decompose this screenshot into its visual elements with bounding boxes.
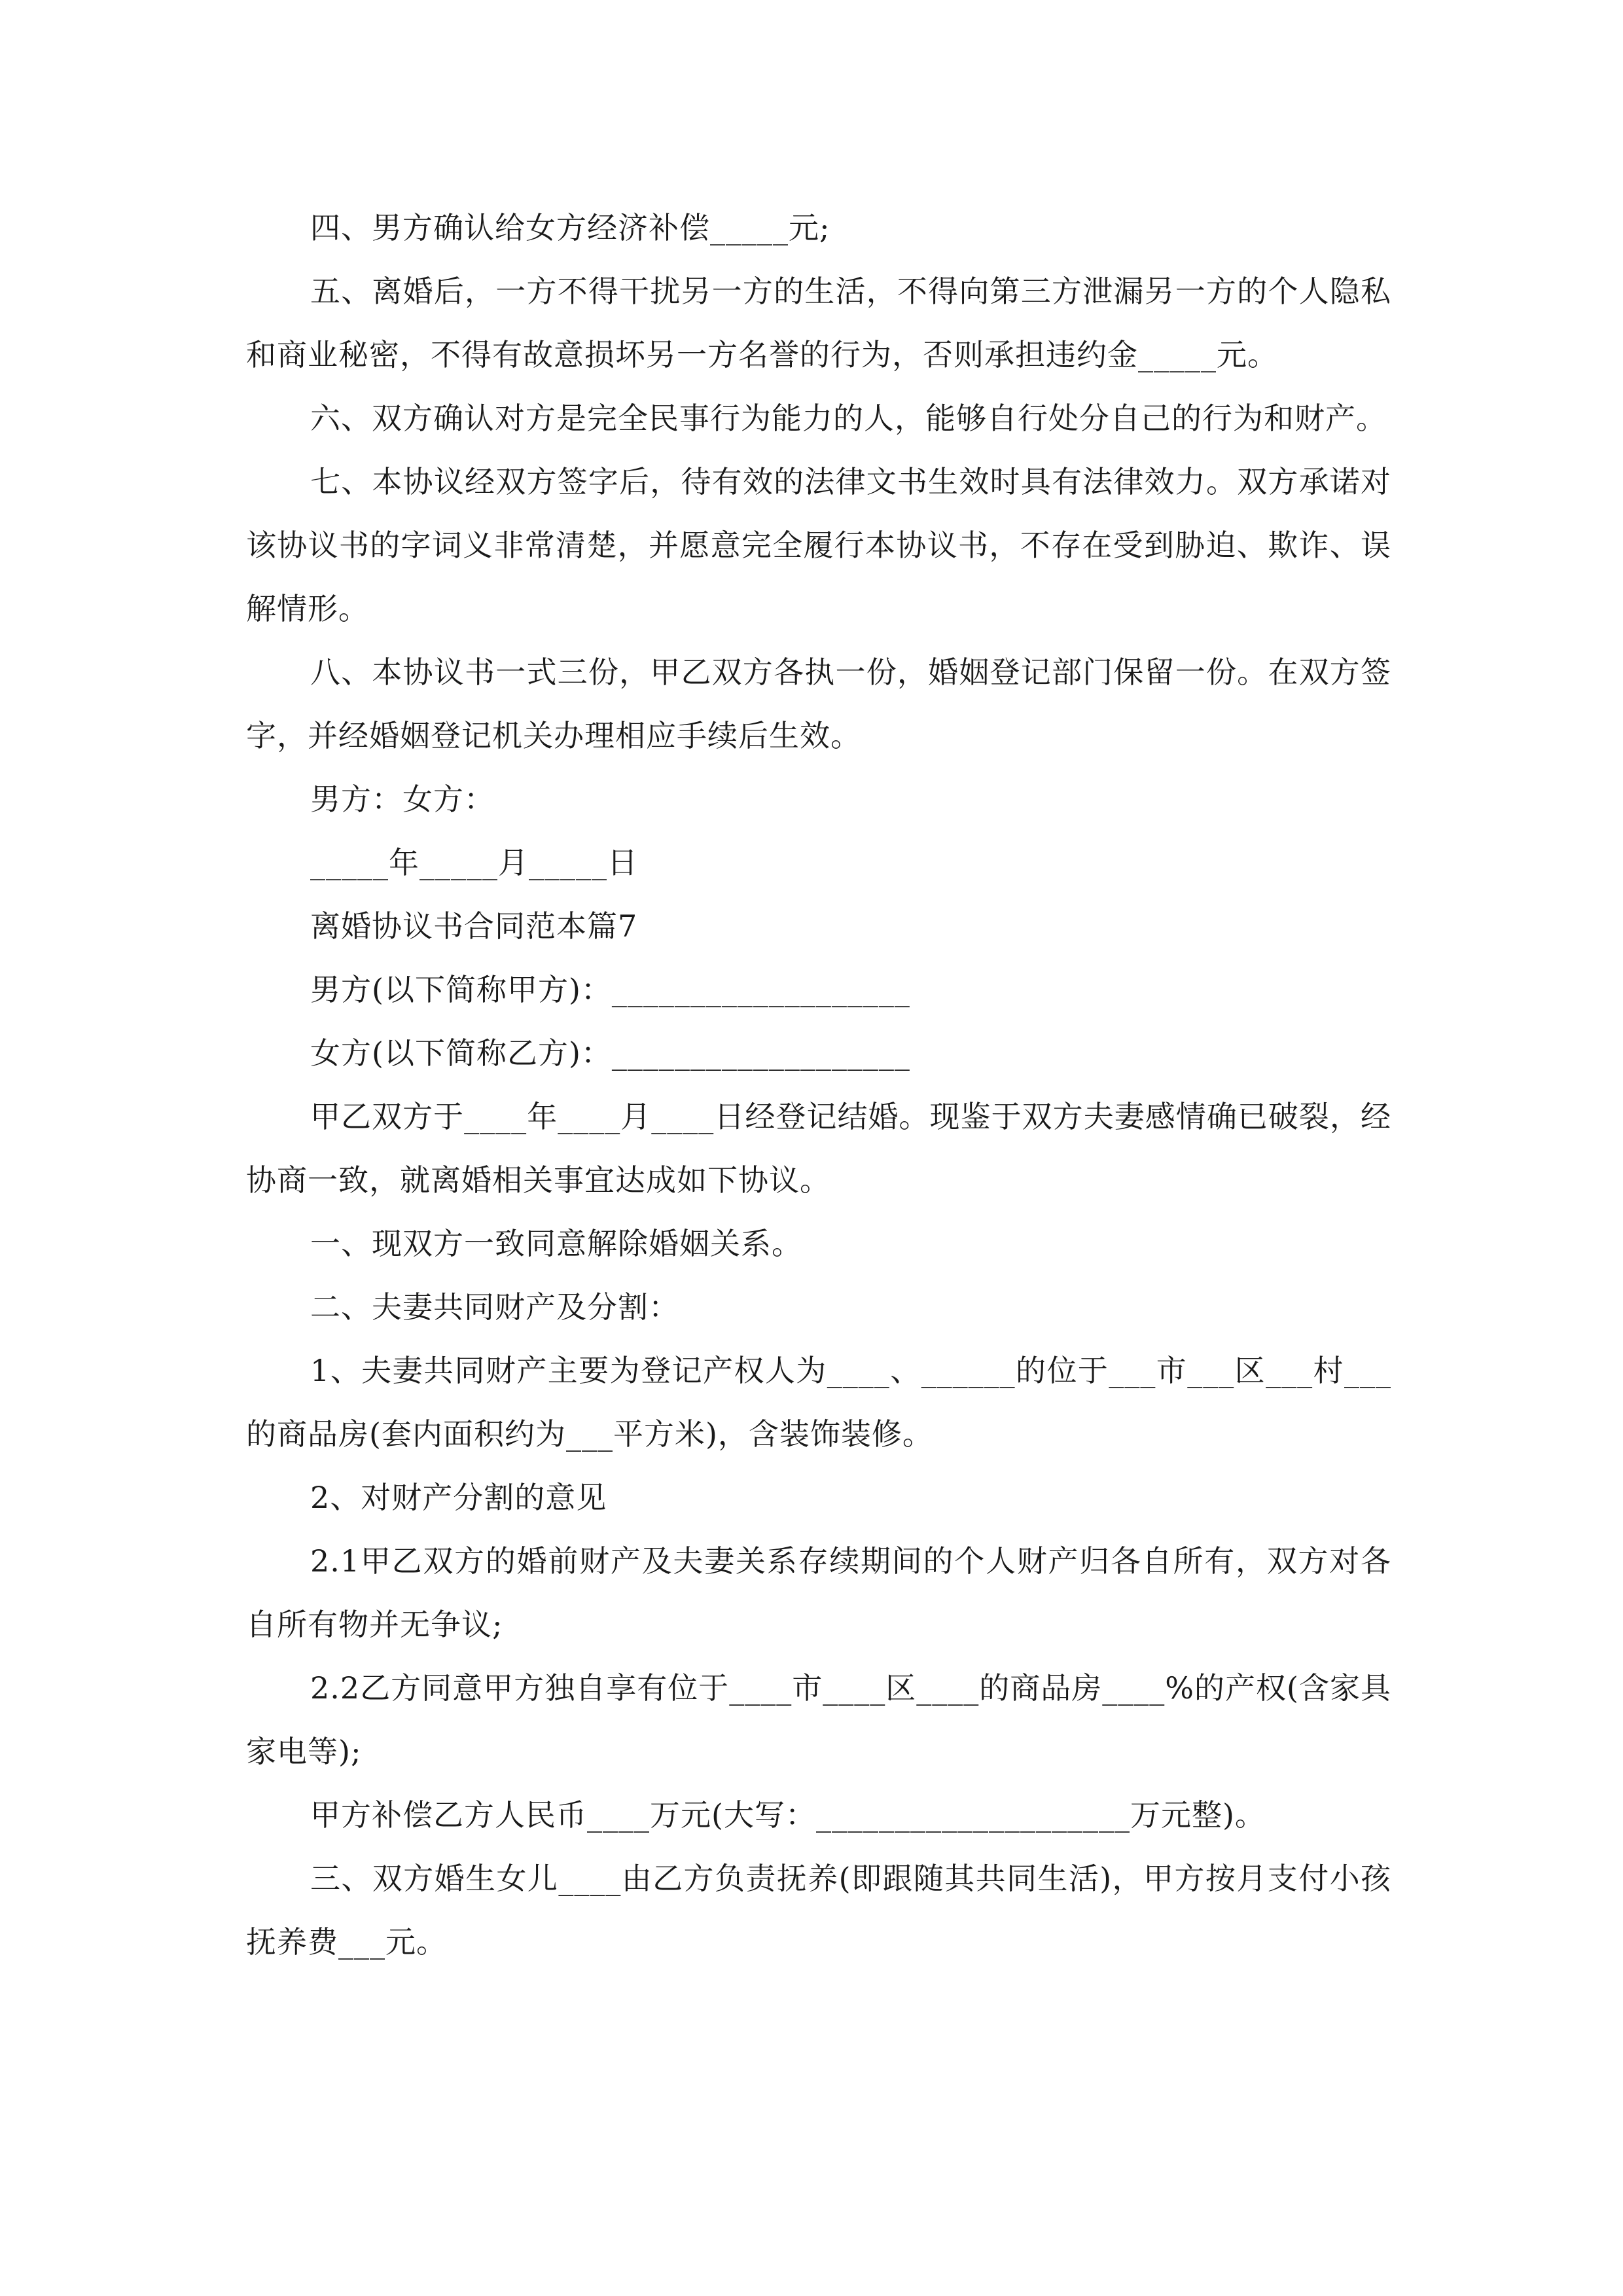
party-b-line: 女方(以下简称乙方)：___________________: [310, 1035, 910, 1071]
clause-2-item-2-1: 2.1甲乙双方的婚前财产及夫妻关系存续期间的个人财产归各自所有，双方对各自所有物并无争议;: [246, 1543, 1391, 1642]
paragraph-copies: 八、本协议书一式三份，甲乙双方各执一份，婚姻登记部门保留一份。在双方签字，并经婚姻登记机关办理相应手续后生效。: [246, 655, 1391, 753]
clause-3: 三、双方婚生女儿____由乙方负责抚养(即跟随其共同生活)，甲方按月支付小孩抚养费___元。: [246, 1861, 1391, 1960]
clause-2-item-2-2: 2.2乙方同意甲方独自享有位于____市____区____的商品房____%的产权(含家具家电等);: [246, 1670, 1391, 1769]
clause-2-item-1: 1、夫妻共同财产主要为登记产权人为____、______的位于___市___区___村___的商品房(套内面积约为___平方米)，含装饰装修。: [246, 1353, 1391, 1452]
paragraph-marriage: 甲乙双方于____年____月____日经登记结婚。现鉴于双方夫妻感情确已破裂，经协商一致，就离婚相关事宜达成如下协议。: [246, 1099, 1391, 1198]
clause-2: 二、夫妻共同财产及分割：: [310, 1289, 679, 1325]
paragraph-compensation: 四、男方确认给女方经济补偿_____元;: [310, 210, 830, 245]
date-line: _____年_____月_____日: [310, 845, 638, 880]
compensation-line: 甲方补偿乙方人民币____万元(大写：____________________万元整)。: [310, 1797, 1266, 1833]
signature-line: 男方：女方：: [310, 781, 495, 817]
party-a-line: 男方(以下简称甲方)：___________________: [310, 972, 910, 1007]
paragraph-privacy: 五、离婚后，一方不得干扰另一方的生活，不得向第三方泄漏另一方的个人隐私和商业秘密，不得有故意损坏另一方名誉的行为，否则承担违约金_____元。: [246, 274, 1391, 372]
document-page: [246, 196, 1391, 1974]
paragraph-effect: 七、本协议经双方签字后，待有效的法律文书生效时具有法律效力。双方承诺对该协议书的字词义非常清楚，并愿意完全履行本协议书，不存在受到胁迫、欺诈、误解情形。: [246, 464, 1391, 626]
paragraph-capacity: 六、双方确认对方是完全民事行为能力的人，能够自行处分自己的行为和财产。: [310, 401, 1387, 436]
clause-1: 一、现双方一致同意解除婚姻关系。: [310, 1226, 802, 1261]
clause-2-item-2: 2、对财产分割的意见: [310, 1480, 607, 1515]
section-title: 离婚协议书合同范本篇7: [310, 908, 638, 944]
